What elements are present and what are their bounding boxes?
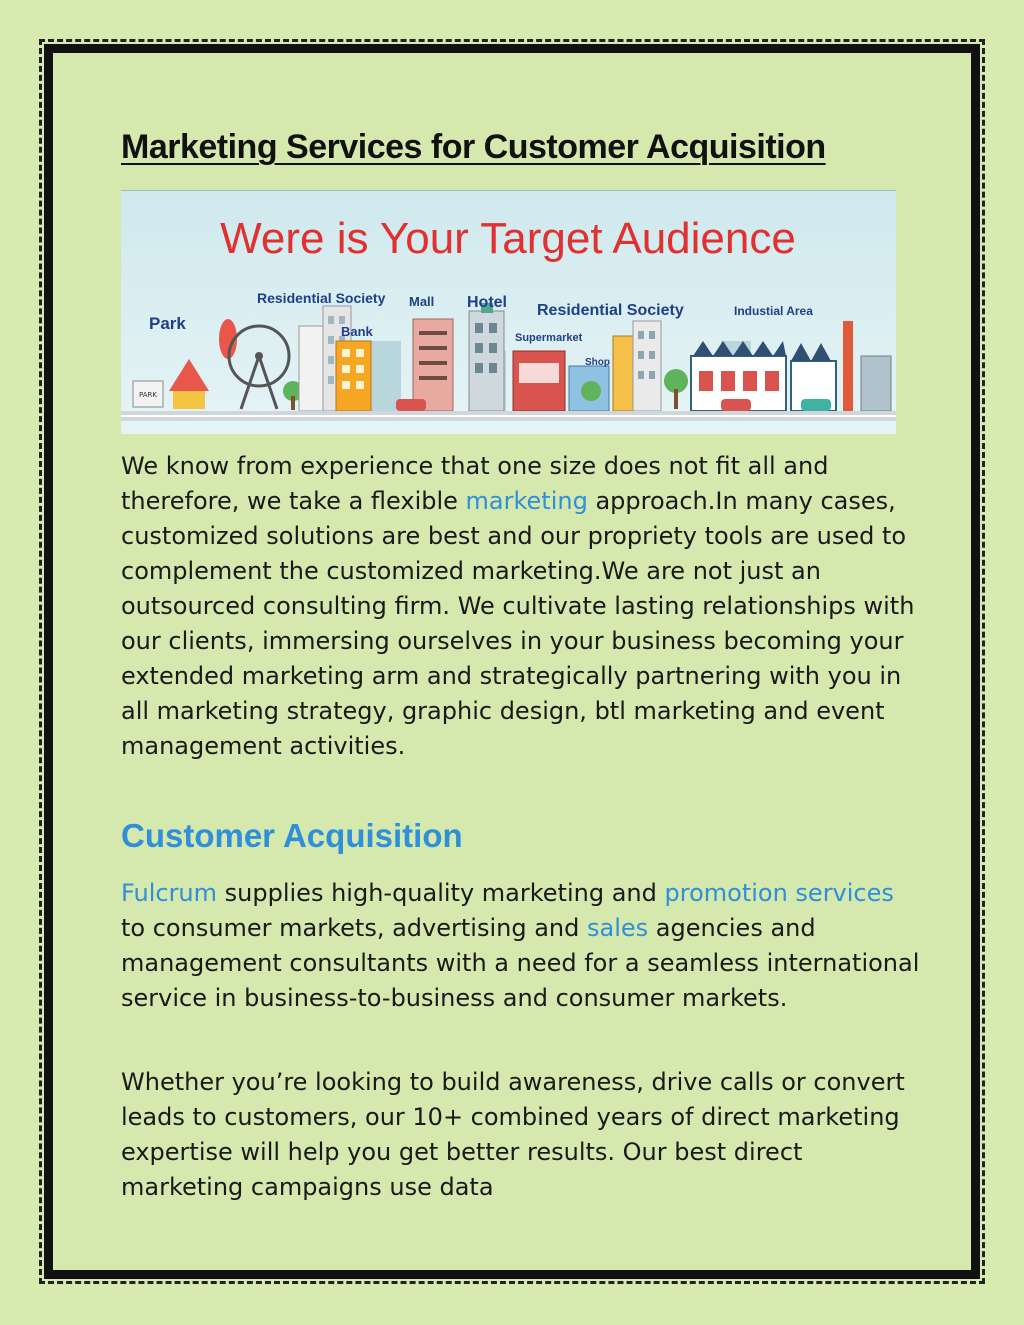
fulcrum-link[interactable]: Fulcrum bbox=[121, 879, 218, 907]
acquisition-text-2: to consumer markets, advertising and bbox=[121, 914, 587, 942]
section-heading: Customer Acquisition bbox=[121, 817, 463, 854]
mall-label: Mall bbox=[409, 294, 435, 309]
target-audience-banner bbox=[121, 190, 896, 434]
park-sign-label: PARK bbox=[138, 391, 158, 399]
supermarket-label: Supermarket bbox=[515, 332, 583, 344]
bank-label: Bank bbox=[341, 324, 373, 339]
shop-label: Shop bbox=[585, 357, 610, 368]
acquisition-text-1: supplies high-quality marketing and bbox=[217, 879, 665, 907]
intro-text-after-link: approach.In many cases, customized solutions are best and our propriety tools are used to complement the customized marketing.We are not just an outsourced consulting firm. We cultivate lasting relationships with our clients, immersing ourselves in your business becoming your extended marketing arm and strategically partnering with you in all marketing strategy, graphic design, btl marketing and event management activities. bbox=[121, 487, 915, 760]
industrial-area bbox=[691, 321, 891, 411]
promotion-services-link[interactable]: promotion services bbox=[664, 879, 894, 907]
mall-building bbox=[413, 319, 453, 411]
intro-paragraph bbox=[121, 449, 921, 764]
park-label: Park bbox=[149, 314, 186, 333]
residential-society-label-2: Residential Society bbox=[537, 302, 684, 319]
intro-text-before-link: We know from experience that one size does not fit all and therefore, we take a flexible bbox=[121, 452, 829, 515]
city-illustration bbox=[121, 191, 896, 434]
sales-link[interactable]: sales bbox=[586, 914, 649, 942]
industrial-area-label: Industial Area bbox=[734, 304, 813, 318]
residential-tower-2 bbox=[613, 321, 688, 411]
page-title: Marketing Services for Customer Acquisition bbox=[121, 128, 826, 166]
banner-headline: Were is Your Target Audience bbox=[220, 214, 796, 263]
acquisition-text-3: agencies and management consultants with a need for a seamless international service in business-to-business and consumer markets. bbox=[121, 914, 920, 1012]
hotel-building bbox=[469, 303, 504, 411]
direct-marketing-paragraph: Whether you’re looking to build awareness, drive calls or convert leads to customers, our 10+ combined years of direct marketing expertise will help you get better results. Our best direct marketing campaigns use data bbox=[121, 1068, 905, 1201]
marketing-link[interactable]: marketing bbox=[465, 487, 588, 515]
acquisition-paragraph bbox=[121, 876, 921, 1016]
hotel-label: Hotel bbox=[467, 294, 507, 311]
residential-society-label-1: Residential Society bbox=[257, 290, 386, 306]
bank-building bbox=[336, 341, 371, 411]
